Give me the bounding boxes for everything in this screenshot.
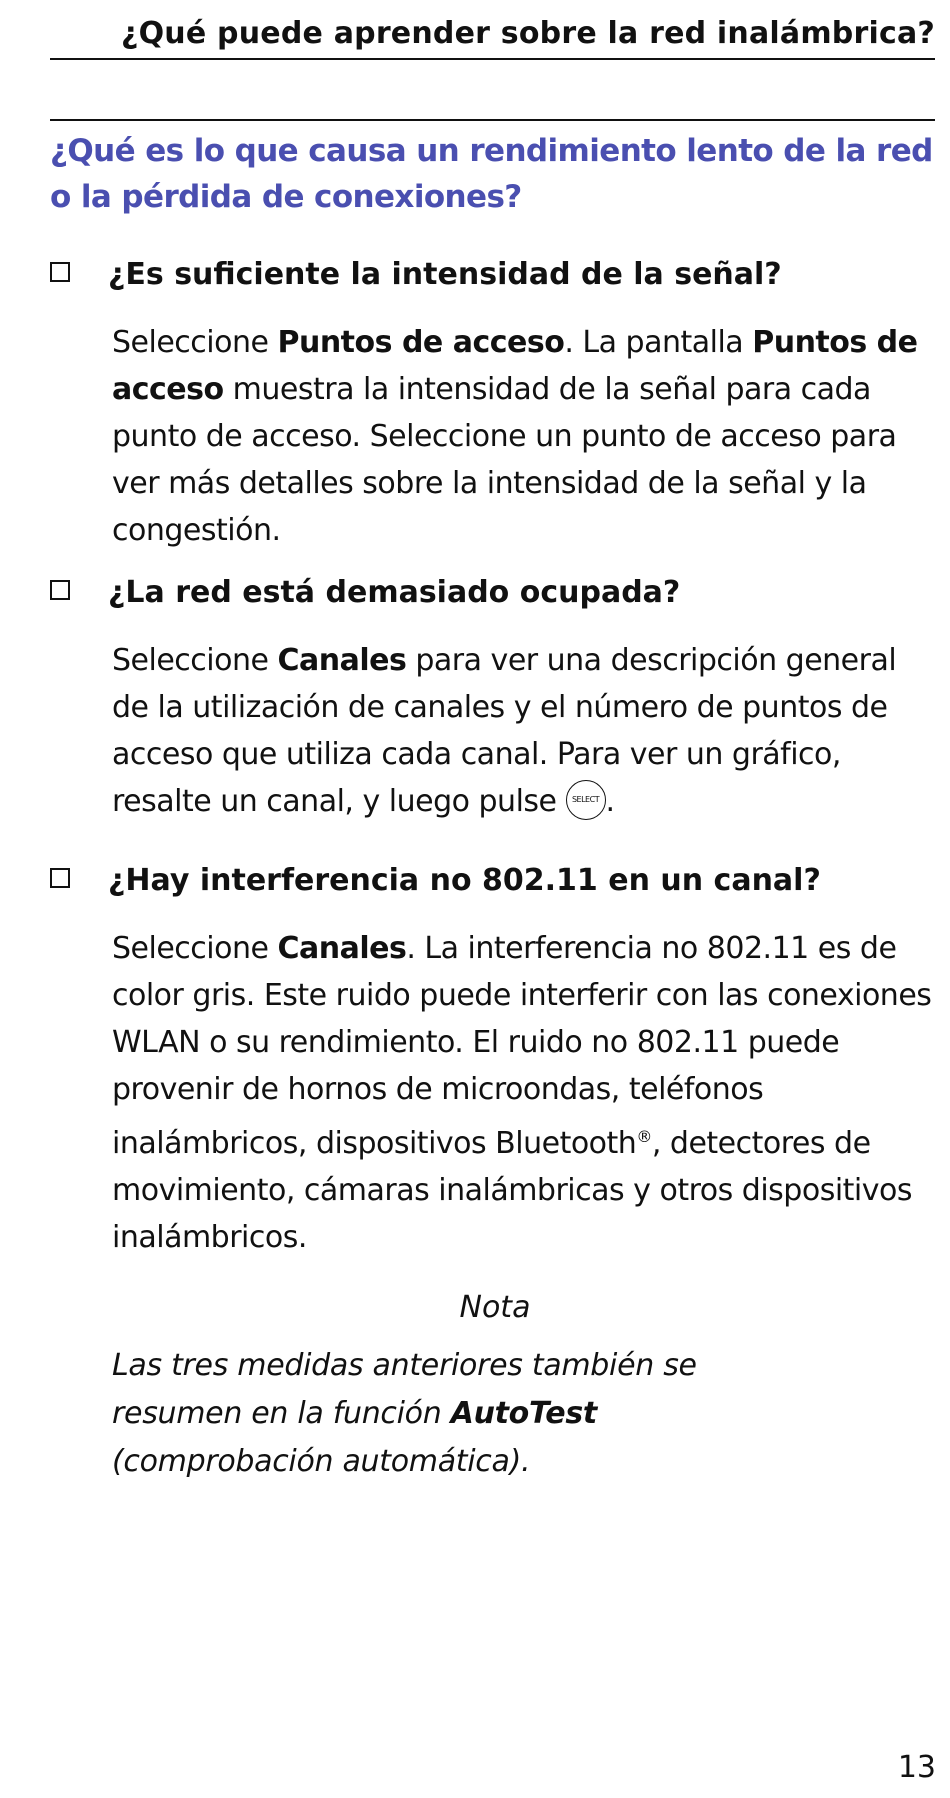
question-body-busy: Seleccione Canales para ver una descripción general de la utilización de canales y el número de puntos de acceso que utiliza cada canal. Para ver un gráfico, resalte un canal, y luego pulse SELECT . [112, 643, 897, 819]
checkbox-icon [50, 262, 70, 282]
term-access-points: Puntos de acceso [277, 325, 565, 360]
select-button-icon: SELECT [566, 780, 606, 820]
term-channels: Canales [277, 931, 407, 966]
term-autotest: AutoTest [450, 1396, 597, 1431]
note-text: Las tres medidas anteriores también se resumen en la función AutoTest (comprobación automática). [112, 1348, 697, 1479]
question-heading-signal: ¿Es suficiente la intensidad de la señal? [50, 256, 782, 296]
checkbox-icon [50, 580, 70, 600]
registered-mark: ® [636, 1127, 652, 1146]
question-heading-interference: ¿Hay interferencia no 802.11 en un canal? [50, 862, 821, 902]
page-header [50, 8, 935, 60]
question-heading-busy: ¿La red está demasiado ocupada? [50, 574, 680, 614]
page-number: 13 [897, 1750, 936, 1785]
term-access-points-screen: Puntos de acceso [112, 325, 918, 407]
checkbox-icon [50, 868, 70, 888]
section-divider [50, 119, 935, 121]
term-channels: Canales [277, 643, 407, 678]
question-body-signal: Seleccione Puntos de acceso. La pantalla Puntos de acceso muestra la intensidad de la señal para cada punto de acceso. Seleccione un punto de acceso para ver más detalles sobre la intensidad de la señal y la congestión. [112, 325, 918, 548]
question-body-interference: Seleccione Canales. La interferencia no 802.11 es de color gris. Este ruido puede interferir con las conexiones WLAN o su rendimiento. El ruido no 802.11 puede provenir de hornos de microondas, teléfonos inalámbricos, dispositivos Bluetooth®, detectores de movimiento, cámaras inalámbricas y otros dispositivos inalámbricos. [112, 931, 932, 1255]
note-label: Nota [459, 1290, 531, 1325]
header-title: ¿Qué puede aprender sobre la red inalámbrica? [121, 16, 935, 51]
section-title: ¿Qué es lo que causa un rendimiento lento de la red o la pérdida de conexiones? [50, 133, 933, 215]
